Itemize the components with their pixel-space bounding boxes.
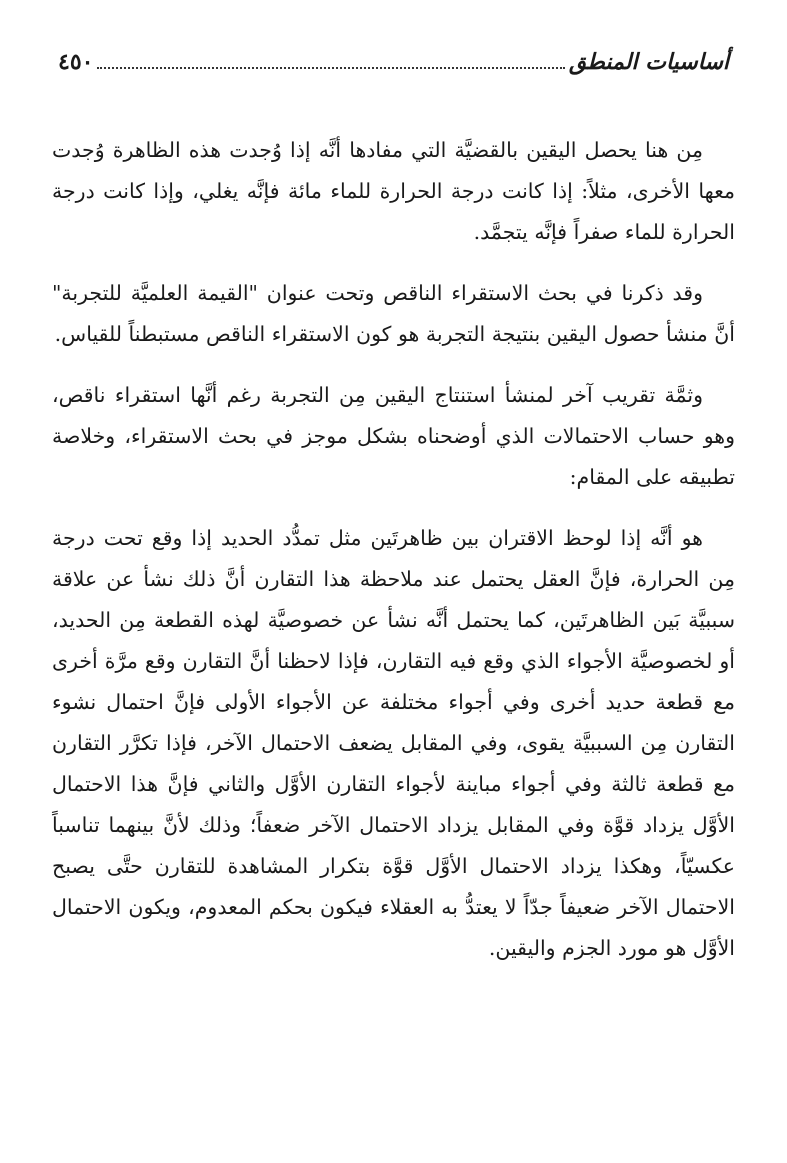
paragraph: وقد ذكرنا في بحث الاستقراء الناقص وتحت عنوان "القيمة العلميَّة للتجربة" أنَّ منشأ حصول اليقين بنتيجة التجربة هو كون الاستقراء الناقص مستبطناً للقياس. [52,281,735,346]
paragraph: هو أنَّه إذا لوحظ الاقتران بين ظاهرتَين مثل تمدُّد الحديد إذا وقع تحت درجة مِن الحرارة، فإنَّ العقل يحتمل عند ملاحظة هذا التقارن أنَّ ذلك نشأ عن علاقة سببيَّة بَين الظاهرتَين، كما يحتمل أنَّه نشأ عن خصوصيَّة لهذه القطعة مِن الحديد، أو لخصوصيَّة الأجواء الذي وقع فيه التقارن، فإذا لاحظنا أنَّ التقارن وقع مرَّة أخرى مع قطعة حديد أخرى وفي أجواء مختلفة عن الأجواء الأولى فإنَّ احتمال نشوء التقارن مِن السببيَّة يقوى، وفي المقابل يضعف الاحتمال الآخر، فإذا تكرَّر التقارن مع قطعة ثالثة وفي أجواء مباينة لأجواء التقارن الأوَّل والثاني فإنَّ هذا الاحتمال الأوَّل يزداد قوَّة وفي المقابل يزداد الاحتمال الآخر ضعفاً؛ وذلك لأنَّ بينهما تناسباً عكسيّاً، وهكذا يزداد الاحتمال الأوَّل قوَّة بتكرار المشاهدة للتقارن حتَّى يصبح الاحتمال الآخر ضعيفاً جدّاً لا يعتدُّ به العقلاء فيكون بحكم المعدوم، ويكون الاحتمال الأوَّل هو مورد الجزم واليقين. [52,526,735,960]
header-dotted-leader [97,67,565,69]
page-body [52,130,735,969]
running-title: أساسيات المنطق [569,49,729,75]
book-page [52,38,735,1143]
page-number: ٤٥٠ [58,49,94,75]
paragraph: مِن هنا يحصل اليقين بالقضيَّة التي مفادها أنَّه إذا وُجدت هذه الظاهرة وُجدت معها الأخرى، مثلاً: إذا كانت درجة الحرارة للماء مائة فإنَّه يغلي، وإذا كانت درجة الحرارة للماء صفراً فإنَّه يتجمَّد. [52,138,735,244]
paragraph: وثمَّة تقريب آخر لمنشأ استنتاج اليقين مِن التجربة رغم أنَّها استقراء ناقص، وهو حساب الاحتمالات الذي أوضحناه بشكل موجز في بحث الاستقراء، وخلاصة تطبيقه على المقام: [52,383,735,489]
page-header [52,38,735,86]
